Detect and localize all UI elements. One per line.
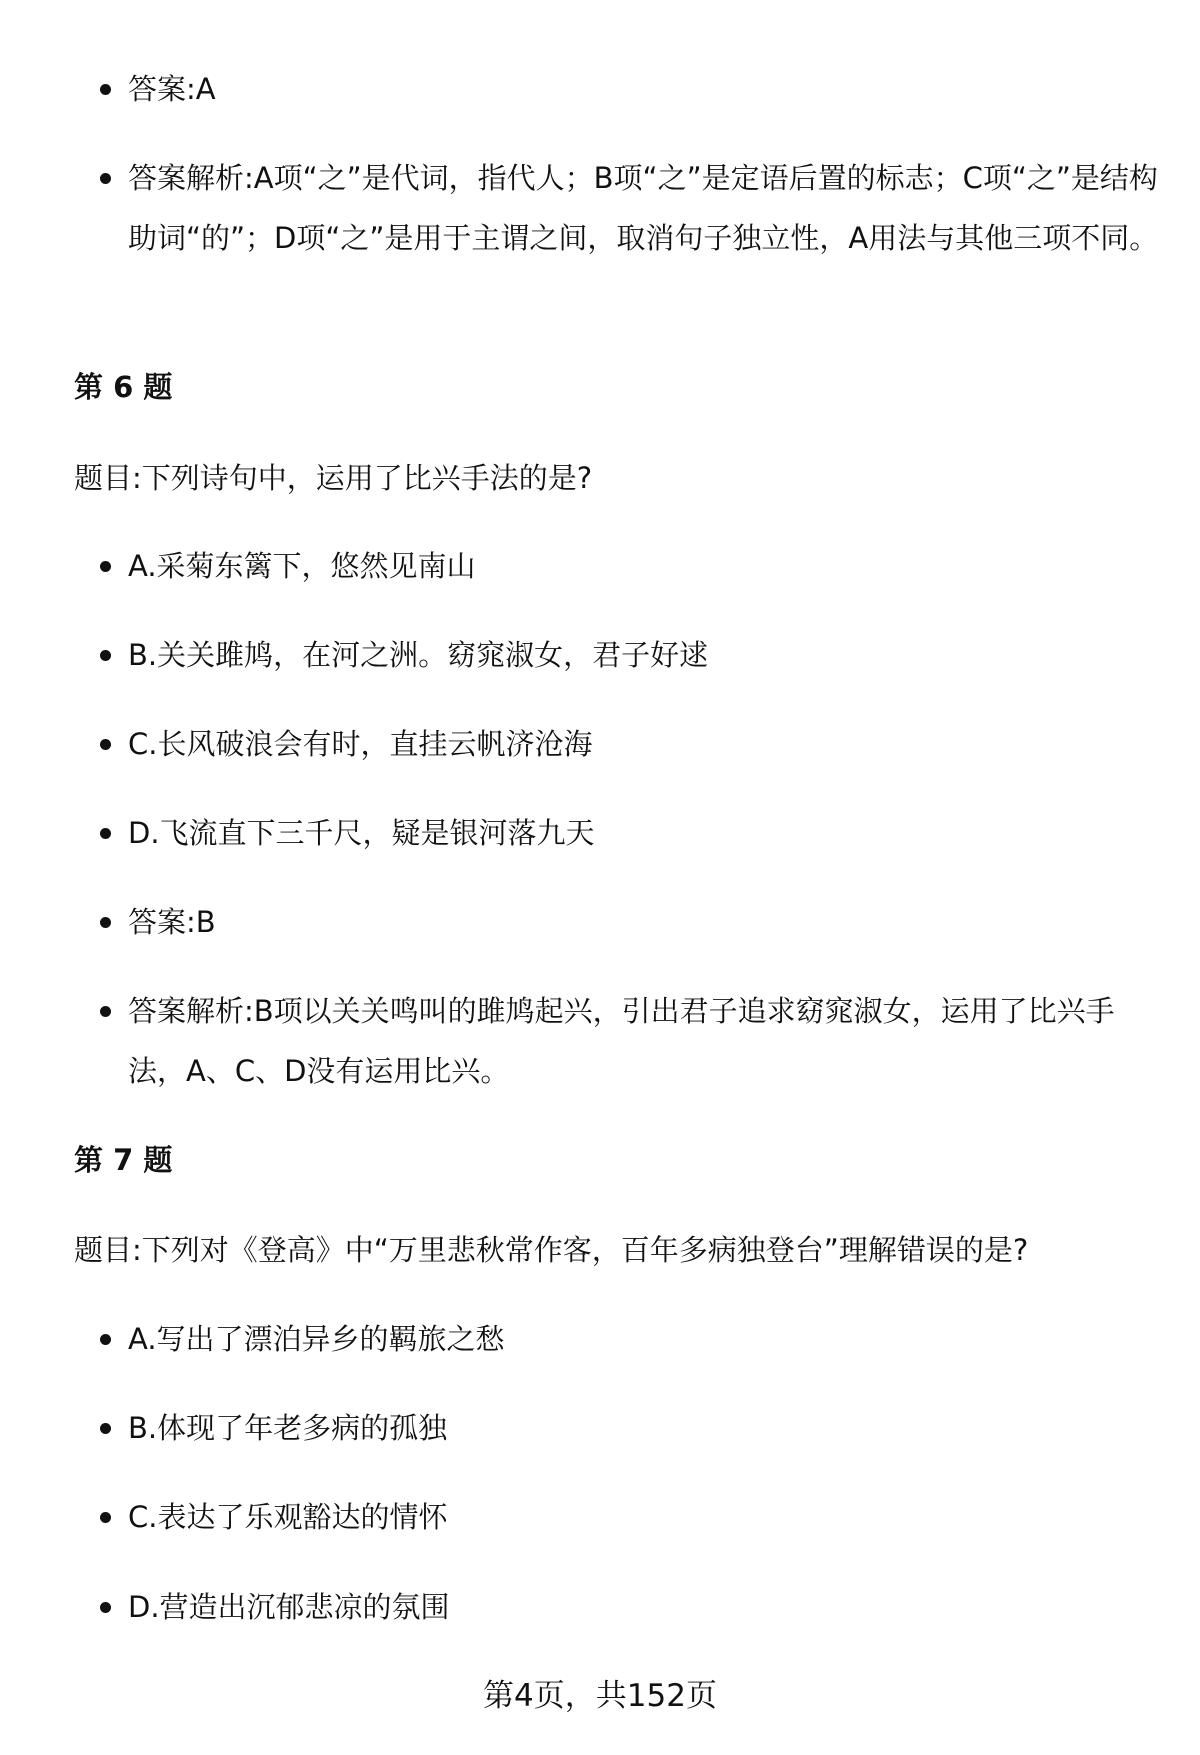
option-text: B.关关雎鸠，在河之洲。窈窕淑女，君子好逑 xyxy=(128,638,709,672)
option-text: D.飞流直下三千尺，疑是银河落九天 xyxy=(128,816,595,850)
q6-option-d xyxy=(128,803,1168,863)
bullet-dot-icon xyxy=(100,1602,111,1613)
bullet-dot-icon xyxy=(100,173,111,184)
q7-option-a xyxy=(128,1309,1168,1369)
q7-option-c xyxy=(128,1487,1168,1547)
bullet-dot-icon xyxy=(100,1006,111,1017)
q5-answer xyxy=(128,59,1168,119)
bullet-dot-icon xyxy=(100,1423,111,1434)
option-text: A.采菊东篱下，悠然见南山 xyxy=(128,549,476,583)
option-text: A.写出了漂泊异乡的羁旅之愁 xyxy=(128,1322,505,1356)
q6-explanation xyxy=(128,981,1168,1101)
q7-heading: 第 7 题 xyxy=(74,1143,173,1177)
option-text: D.营造出沉郁悲凉的氛围 xyxy=(128,1590,450,1624)
q6-option-b xyxy=(128,625,1168,685)
bullet-dot-icon xyxy=(100,739,111,750)
option-text: C.长风破浪会有时，直挂云帆济沧海 xyxy=(128,727,593,761)
q5-explanation-text: 答案解析:A项“之”是代词，指代人；B项“之”是定语后置的标志；C项“之”是结构助词“的”；D项“之”是用于主谓之间，取消句子独立性，A用法与其他三项不同。 xyxy=(128,161,1159,255)
q5-explanation xyxy=(128,148,1168,268)
bullet-dot-icon xyxy=(100,84,111,95)
bullet-dot-icon xyxy=(100,1512,111,1523)
q7-option-d xyxy=(128,1577,1168,1637)
page-number-footer: 第4页，共152页 xyxy=(483,1678,717,1714)
bullet-dot-icon xyxy=(100,650,111,661)
q6-answer xyxy=(128,892,1168,952)
q6-explanation-text: 答案解析:B项以关关鸣叫的雎鸠起兴，引出君子追求窈窕淑女，运用了比兴手法，A、C、D没有运用比兴。 xyxy=(128,994,1115,1088)
q7-option-b xyxy=(128,1398,1168,1458)
option-text: C.表达了乐观豁达的情怀 xyxy=(128,1500,448,1534)
bullet-dot-icon xyxy=(100,561,111,572)
bullet-dot-icon xyxy=(100,917,111,928)
q6-question: 题目:下列诗句中，运用了比兴手法的是? xyxy=(74,461,593,495)
q7-question: 题目:下列对《登高》中“万里悲秋常作客，百年多病独登台”理解错误的是? xyxy=(74,1233,1029,1267)
bullet-dot-icon xyxy=(100,828,111,839)
option-text: B.体现了年老多病的孤独 xyxy=(128,1411,448,1445)
q6-heading: 第 6 题 xyxy=(74,370,173,404)
bullet-dot-icon xyxy=(100,1334,111,1345)
q6-option-a xyxy=(128,536,1168,596)
q6-option-c xyxy=(128,714,1168,774)
q5-answer-text: 答案:A xyxy=(128,72,216,106)
q6-answer-text: 答案:B xyxy=(128,905,216,939)
